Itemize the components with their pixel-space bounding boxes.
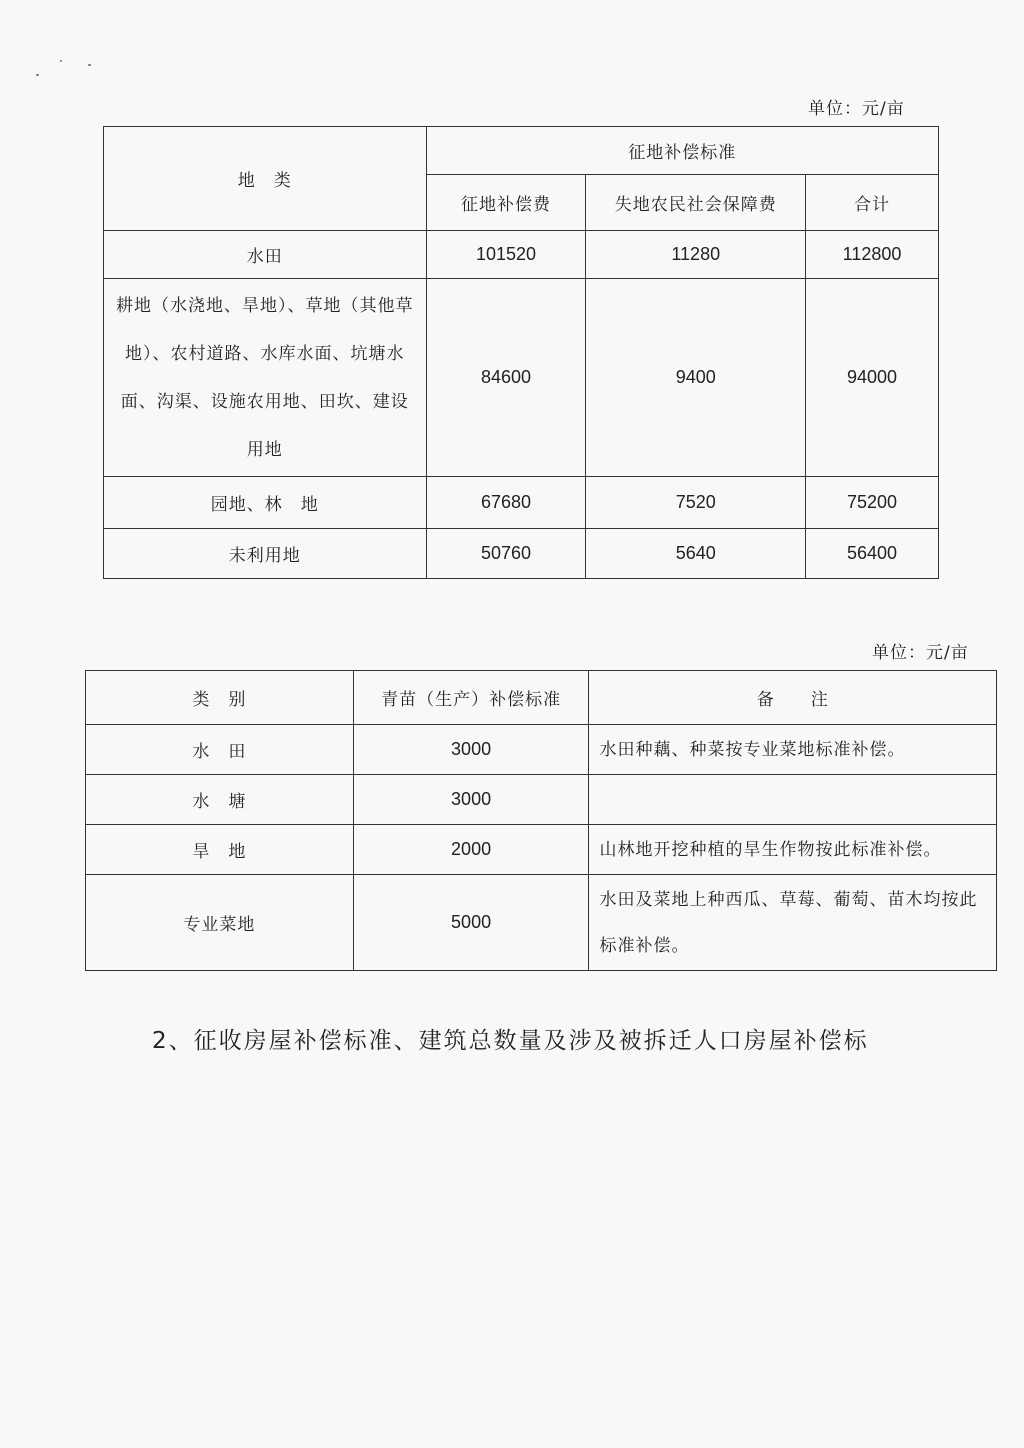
table-row <box>104 279 939 477</box>
table-row <box>86 725 997 775</box>
remark-cell: 山林地开挖种植的旱生作物按此标准补偿。 <box>589 825 997 875</box>
remark-cell: 水田及菜地上种西瓜、草莓、葡萄、苗木均按此标准补偿。 <box>589 875 997 971</box>
crop-compensation-table <box>85 670 997 971</box>
header-land-fee: 征地补偿费 <box>426 175 586 231</box>
table-row <box>104 231 939 279</box>
standard-cell: 5000 <box>353 875 589 971</box>
land-fee-cell: 101520 <box>426 231 586 279</box>
table-row <box>86 775 997 825</box>
land-fee-cell: 50760 <box>426 529 586 579</box>
category-cell: 专业菜地 <box>86 875 354 971</box>
header-social-security-fee: 失地农民社会保障费 <box>586 175 806 231</box>
table-row <box>86 825 997 875</box>
table2-unit: 单位：元/亩 <box>872 643 969 663</box>
land-type-cell: 园地、林 地 <box>104 477 427 529</box>
header-total: 合计 <box>806 175 939 231</box>
land-fee-cell: 84600 <box>426 279 586 477</box>
standard-cell: 3000 <box>353 775 589 825</box>
table-row <box>86 875 997 971</box>
land-type-cell: 水田 <box>104 231 427 279</box>
standard-cell: 3000 <box>353 725 589 775</box>
land-compensation-table <box>103 126 939 579</box>
table1-unit: 单位：元/亩 <box>808 99 905 119</box>
land-fee-cell: 67680 <box>426 477 586 529</box>
social-security-cell: 5640 <box>586 529 806 579</box>
header-remarks: 备 注 <box>589 671 997 725</box>
table-row <box>104 477 939 529</box>
header-land-type: 地 类 <box>104 127 427 231</box>
remark-cell <box>589 775 997 825</box>
land-type-cell: 耕地（水浇地、旱地）、草地（其他草地）、农村道路、水库水面、坑塘水面、沟渠、设施农用地、田坎、建设用地 <box>104 279 427 477</box>
header-category: 类 别 <box>86 671 354 725</box>
total-cell: 112800 <box>806 231 939 279</box>
category-cell: 水 塘 <box>86 775 354 825</box>
scan-speck <box>60 60 62 62</box>
social-security-cell: 7520 <box>586 477 806 529</box>
header-compensation-standard: 征地补偿标准 <box>426 127 938 175</box>
social-security-cell: 11280 <box>586 231 806 279</box>
land-type-cell: 未利用地 <box>104 529 427 579</box>
section-heading: 2、征收房屋补偿标准、建筑总数量及涉及被拆迁人口房屋补偿标 <box>152 1028 869 1054</box>
total-cell: 75200 <box>806 477 939 529</box>
total-cell: 56400 <box>806 529 939 579</box>
header-crop-standard: 青苗（生产）补偿标准 <box>353 671 589 725</box>
standard-cell: 2000 <box>353 825 589 875</box>
table-row <box>104 529 939 579</box>
category-cell: 水 田 <box>86 725 354 775</box>
social-security-cell: 9400 <box>586 279 806 477</box>
scan-speck <box>36 74 39 76</box>
remark-cell: 水田种藕、种菜按专业菜地标准补偿。 <box>589 725 997 775</box>
category-cell: 旱 地 <box>86 825 354 875</box>
scan-speck <box>88 64 91 66</box>
total-cell: 94000 <box>806 279 939 477</box>
